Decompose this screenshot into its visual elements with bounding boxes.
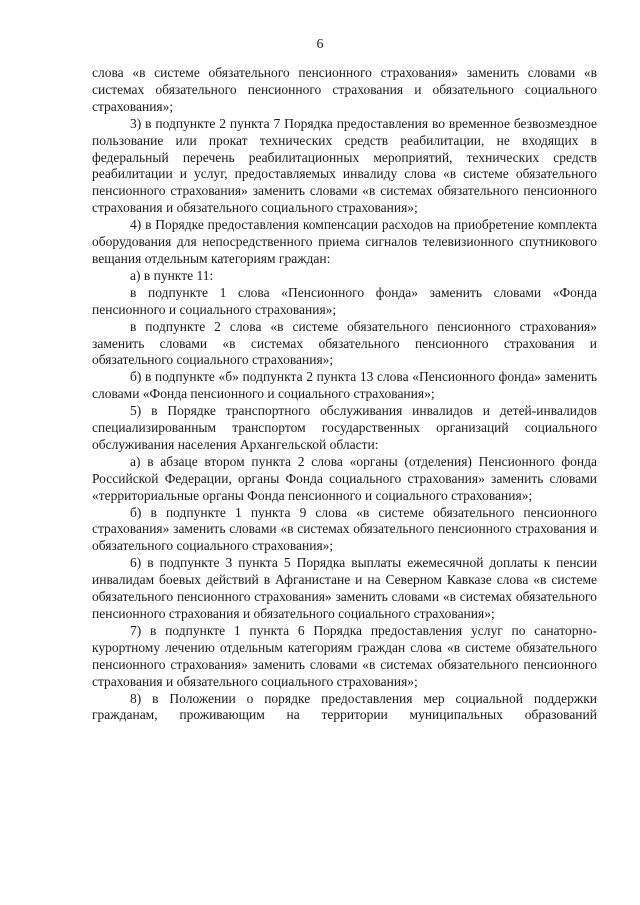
document-body xyxy=(92,65,597,724)
paragraph-item-5a: а) в абзаце втором пункта 2 слова «органы (отделения) Пенсионного фонда Российской Федерации, органы Фонда социального страхования» заменить словами «территориальные органы Фонда пенсионного и социального страхования»; xyxy=(92,453,597,503)
paragraph-continuation: слова «в системе обязательного пенсионного страхования» заменить словами «в системах обязательного пенсионного страхования и обязательного социального страхования»; xyxy=(92,65,597,114)
paragraph-item-4a-sub1: в подпункте 1 слова «Пенсионного фонда» заменить словами «Фонда пенсионного и социального страхования»; xyxy=(92,284,597,317)
paragraph-item-5: 5) в Порядке транспортного обслуживания инвалидов и детей-инвалидов специализированным транспортом государственных организаций социального обслуживания населения Архангельской области: xyxy=(92,403,597,452)
paragraph-item-3: 3) в подпункте 2 пункта 7 Порядка предоставления во временное безвозмездное пользование или прокат технических средств реабилитации, не входящих в федеральный перечень реабилитационных мероприятий, технических средств реабилитации и услуг, предоставляемых инвалиду слова «в системе обязательного пенсионного страхования» заменить словами «в системах обязательного пенсионного страхования и обязательного социального страхования»; xyxy=(92,115,597,216)
paragraph-item-8: 8) в Положении о порядке предоставления мер социальной поддержки гражданам, проживающим на территории муниципальных образований xyxy=(92,690,597,723)
paragraph-item-4b: б) в подпункте «б» подпункта 2 пункта 13 слова «Пенсионного фонда» заменить словами «Фонда пенсионного и социального страхования»; xyxy=(92,369,597,402)
page-number: 6 xyxy=(316,36,324,51)
paragraph-item-5b: б) в подпункте 1 пункта 9 слова «в системе обязательного пенсионного страхования» заменить словами «в системах обязательного пенсионного страхования и обязательного социального страхования»; xyxy=(92,504,597,554)
paragraph-item-7: 7) в подпункте 1 пункта 6 Порядка предоставления услуг по санаторно-курортному лечению отдельным категориям граждан слова «в системе обязательного пенсионного страхования» заменить словами «в системах обязательного пенсионного страхования и обязательного социального страхования»; xyxy=(92,622,597,689)
paragraph-item-6: 6) в подпункте 3 пункта 5 Порядка выплаты ежемесячной доплаты к пенсии инвалидам боевых действий в Афганистане и на Северном Кавказе слова «в системе обязательного пенсионного страхования» заменить словами «в системах обязательного пенсионного страхования и обязательного социального страхования»; xyxy=(92,555,597,621)
paragraph-item-4a-sub2: в подпункте 2 слова «в системе обязательного пенсионного страхования» заменить словами «в системах обязательного пенсионного страхования и обязательного социального страхования»; xyxy=(92,318,597,368)
paragraph-item-4: 4) в Порядке предоставления компенсации расходов на приобретение комплекта оборудования для непосредственного приема сигналов телевизионного спутникового вещания отдельным категориям граждан: xyxy=(92,217,597,266)
paragraph-item-4a: а) в пункте 11: xyxy=(130,267,214,283)
